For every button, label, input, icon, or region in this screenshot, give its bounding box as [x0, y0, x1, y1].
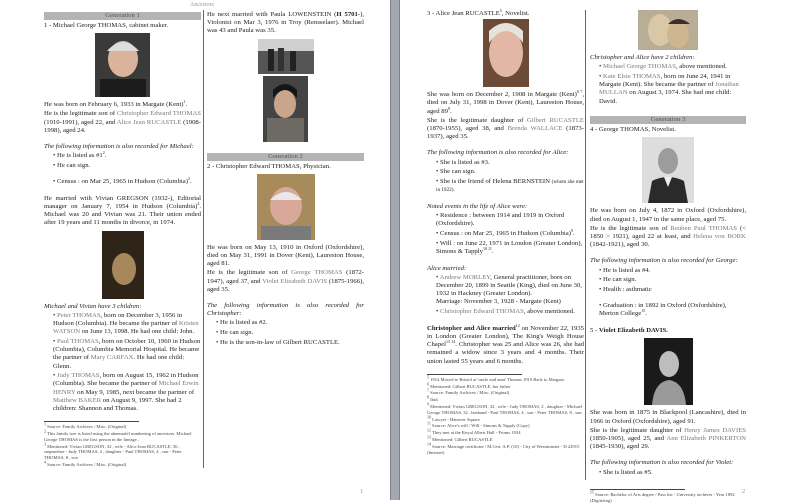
footnote-ref[interactable]: 4 — [197, 200, 200, 206]
footnote-number: 14 — [427, 441, 431, 447]
text: , born on August 15, 1962 in Hudson (Columbia). She became the partner of — [53, 372, 199, 388]
photo-vivian-gregson[interactable] — [102, 231, 144, 299]
footnote-text: Source: Marriage certificate / M.Cert. A.P. (10) - City of Westminster - D 22915 (Internet) — [427, 443, 580, 455]
fact-item: • Graduation : in 1892 in Oxford (Oxfordshire), Merton College$^{15}$. — [599, 302, 746, 318]
person-number: 2 - — [207, 162, 216, 170]
text: -), Violonist on Mar 3, 1976 in Troy (Rensselaer). Michael was 43 and Paula was 35. — [207, 11, 364, 35]
fact-item: • He can sign. — [216, 329, 364, 337]
photo-violet-davis[interactable] — [644, 338, 693, 405]
person-name: Christopher Edward THOMAS, Physician. — [215, 162, 331, 170]
footnote — [427, 441, 584, 456]
footnote-ref[interactable]: 3 — [187, 175, 190, 181]
footnote-number: 10 — [427, 414, 431, 420]
text: (< 1850 > 1921), aged 22 at least, and — [590, 224, 747, 241]
column-1 — [427, 7, 585, 456]
fact-text: He is listed as #1 — [57, 152, 103, 160]
footnote — [427, 374, 584, 383]
footnote-text: Mentioned: Gilbert RUCASTLE — [432, 437, 493, 443]
footnote-divider — [590, 489, 685, 490]
person-number: 3 - — [427, 10, 436, 17]
event-item: • Census : on Mar 25, 1965 in Hudson (Columbia)$^9$. — [436, 230, 584, 238]
children-heading: Michael and Vivian have 3 children: — [44, 302, 142, 310]
event-text: Will : on June 22, 1971 in London (Greater London), Simons & Tapply — [436, 239, 583, 255]
person-4-title — [590, 126, 746, 134]
text: (1842-1921), aged 30. — [590, 241, 650, 249]
person-3-title — [427, 7, 584, 18]
text: She is the legitimate daughter of — [590, 426, 685, 434]
child-link[interactable]: Kate Elsie THOMAS — [603, 72, 661, 80]
children-heading: Christopher and Alice have 2 children: — [590, 54, 695, 61]
facts-list — [44, 149, 201, 186]
child-link[interactable]: Paul THOMAS — [57, 337, 99, 345]
text: , above mentioned. — [523, 308, 575, 316]
footnote-text: They met at the Royal Albert Hall - Proms 1934 — [432, 430, 521, 436]
info-heading: The following information is also recorded for Michael: — [44, 143, 194, 151]
person-5-title — [590, 327, 746, 335]
person-name: Alice Jean RUCASTLE — [435, 10, 500, 17]
footnote-ref[interactable]: 15 — [641, 308, 646, 314]
footnote-text: Source: Family Archives / Misc. (Original) — [47, 462, 127, 468]
fact-item: • She can sign. — [436, 168, 584, 176]
child-item — [53, 372, 201, 413]
photo-george-thomas[interactable] — [642, 137, 694, 203]
partner-link[interactable]: Matthew BAKER — [53, 396, 102, 404]
footnote-number: 11 — [427, 420, 431, 426]
fact-item — [436, 178, 584, 194]
text: . Michael was 20 and Vivian was 21. Their union ended after 19 years and 11 months in divorce, in 1974. — [44, 203, 201, 227]
text: He is the legitimate son of — [590, 224, 671, 232]
fact-item: • She is listed as #5. — [599, 469, 746, 477]
footnote-text: Mentioned: Vivian GREGSON, 32 , wife - Alice Jean RUCASTLE, 56 , stepmother - Judy THOMAS, 2 , daughter - Paul THOMAS, 4 , son - Peter THOMAS, 8 , son — [44, 443, 182, 461]
footnote-ref[interactable]: 6 7 — [576, 88, 583, 94]
person-number: 5 - — [590, 327, 599, 335]
footnote-number: 15 — [590, 489, 594, 495]
child-item — [53, 312, 201, 337]
birth-info: She was born on December 2, 1908 in Margate (Kent)$^{6 7}$, died on July 31, 1998 in Dover (Kent), Laureston House, aged $89^8$. — [427, 88, 585, 115]
fact-note: (whom she met in 1922). — [436, 179, 584, 194]
footnote — [427, 381, 584, 390]
text: (1872-1947), aged 37, and — [207, 269, 364, 285]
footnote — [427, 420, 584, 429]
text: , born on June 24, 1941 in Margate (Kent). She became the partner of — [599, 72, 731, 89]
text: , Novelist. — [501, 10, 530, 17]
text: , born on December 3, 1956 in Hudson (Columbia). He became the partner of — [53, 311, 183, 328]
footnote — [44, 421, 201, 430]
text: , born on October 10, 1960 in Hudson (Columbia), Columbia Memorial Hospital. He became the partner of — [53, 337, 201, 362]
marriage-info — [44, 195, 201, 228]
footnote-number: 3 — [44, 441, 46, 447]
footnote-ref[interactable]: 12 — [515, 322, 520, 328]
father-link[interactable]: Gilbert RUCASTLE — [526, 116, 584, 124]
parentage — [590, 427, 746, 452]
footnote-number: 6 — [427, 381, 429, 387]
footnote — [427, 401, 584, 416]
footnote-divider — [427, 374, 522, 375]
generation-3-heading: Generation 3 — [590, 116, 746, 124]
footnote — [427, 387, 584, 396]
parentage — [44, 110, 201, 135]
child-item — [53, 338, 201, 371]
text: He is the legitimate son of — [207, 269, 292, 277]
fact-item: • She is listed as #3. — [436, 159, 584, 167]
fact-text: He can sign. — [57, 161, 91, 169]
footnote-ref[interactable]: 10 11 — [482, 245, 492, 251]
footnote-ref[interactable]: 1 — [183, 98, 186, 104]
mother-link[interactable]: Alice Jean RUCASTLE — [116, 118, 182, 126]
spouses-heading: Alice married: — [427, 264, 467, 272]
mother-link[interactable]: Helena von BORK — [693, 233, 746, 241]
text: (1910-1991), aged 22, and — [44, 118, 117, 126]
footnote-number: 7 — [427, 387, 429, 393]
page-right — [400, 0, 800, 503]
footnote-ref[interactable]: 2 — [102, 149, 105, 155]
text: . He had one child: Glenn. — [53, 354, 185, 370]
footnote — [44, 459, 201, 468]
footnote-number: 9 — [427, 401, 429, 407]
footnote-number: 5 — [427, 374, 429, 380]
column-2 — [207, 11, 364, 349]
fact-text: Graduation : in 1892 in Oxford (Oxfordshire), Merton College — [599, 302, 727, 318]
fact-item: • He can sign. — [599, 276, 746, 284]
footnote-number: 12 — [427, 427, 431, 433]
facts-list — [207, 319, 364, 347]
marriage-text: Marriage: November 3, 1928 - Margate (Kent) — [436, 298, 561, 306]
footnote-ref[interactable]: 5 — [499, 7, 502, 13]
photo-michael-thomas[interactable] — [95, 33, 150, 97]
person-2-title — [207, 163, 364, 171]
info-heading: The following information is also recorded for Violet: — [590, 459, 734, 467]
event-text: Census : on Mar 25, 1965 in Hudson (Columbia) — [440, 230, 571, 238]
info-heading: The following information is also recorded for George: — [590, 257, 738, 265]
father-link[interactable]: Henry James DAVIES — [684, 426, 747, 434]
birth-text: He was born on February 6, 1933 in Margate (Kent) — [44, 101, 184, 109]
footnote-text: Source: Bachelor of Arts degree / Pass list - University archives - Year 1892 (Digitizing) — [590, 491, 735, 503]
fact-item: • He is the son-in-law of Gilbert RUCASTLE. — [216, 339, 364, 347]
fact-item: • He is listed as #4. — [599, 267, 746, 275]
column-divider — [203, 10, 204, 468]
facts-list — [590, 469, 746, 477]
column-divider — [585, 10, 586, 480]
page-left — [0, 0, 390, 500]
mother-link[interactable]: Brenda WALLACE — [507, 125, 563, 133]
child-link[interactable]: Peter THOMAS — [57, 311, 101, 319]
second-marriage — [207, 11, 364, 36]
column-2 — [590, 9, 746, 504]
fact-item — [53, 162, 201, 170]
birth-info: He was born on May 13, 1910 in Oxford (Oxfordshire), died on May 31, 1991 in Dover (Kent), Laureston House, aged 81. — [207, 243, 364, 268]
footnote-number: 8 — [427, 394, 429, 400]
text: (1870-1955), aged 38, and — [427, 125, 508, 133]
footnote-text: Mentioned: Gilbert RUCASTLE, her father — [430, 383, 511, 389]
text: Christopher and Alice married — [427, 324, 516, 332]
birth-info: She was born in 1875 in Blackpool (Lancashire), died in 1966 in Oxford (Oxfordshire), aged 91. — [590, 409, 746, 425]
fact-text: She is the friend of Helena BERNSTEIN — [440, 178, 550, 186]
fact-item: • He is listed as #2. — [216, 319, 364, 327]
spouse-link[interactable]: Christopher Edward THOMAS — [440, 308, 524, 316]
person-number: 1 - — [44, 22, 53, 29]
fact-text: Census : on Mar 25, 1965 in Hudson (Columbia) — [57, 178, 188, 186]
info-heading: The following information is also recorded for Christopher: — [207, 302, 364, 318]
photo-alice-rucastle[interactable] — [483, 19, 529, 87]
couple-marriage — [427, 322, 585, 366]
person-number: 4 - — [590, 126, 599, 134]
parentage — [427, 117, 584, 142]
footnote — [427, 434, 584, 443]
person-name: Violet Elizabeth DAVIS. — [598, 327, 668, 335]
children-list — [590, 63, 746, 106]
parentage — [590, 225, 746, 250]
text: H 5701 — [336, 11, 358, 18]
text: on August 3, 1974. She had one child: David. — [599, 89, 732, 105]
footnote-ref[interactable]: 9 — [570, 227, 573, 233]
parentage — [207, 269, 364, 294]
birth-info: He was born on February 6, 1933 in Margate (Kent)$^1$. — [44, 98, 188, 109]
spouse-link[interactable]: Andrew MORLEY — [439, 273, 491, 281]
text: on August 9, 1997. She had 2 children: Shannon and Thomas. — [53, 396, 182, 413]
generation-2-heading: Generation 2 — [207, 153, 364, 161]
text: , above mentioned. — [675, 63, 727, 71]
page-number: 2 — [742, 488, 746, 495]
facts-list — [427, 159, 584, 195]
mother-link[interactable]: Ann Elizabeth PINKERTON — [666, 434, 747, 442]
father-link[interactable]: George THOMAS — [291, 269, 343, 277]
footnote-number: 1 — [44, 421, 46, 427]
running-header: Ancestors — [190, 2, 214, 8]
facts-list — [590, 267, 746, 319]
text: He next married with Paula LOWENSTEIN ( — [207, 11, 337, 18]
footnote — [427, 427, 584, 436]
text: She was born on December 2, 1908 in Margate (Kent) — [427, 91, 577, 99]
person-name: Michael George THOMAS, cabinet maker. — [52, 22, 169, 29]
text: He married with Vivian GREGSON (1932-), Editorial manager on January 7, 1954 in Hudson (Columbia) — [44, 194, 201, 211]
fact-item: • Census : on Mar 25, 1965 in Hudson (Columbia)$^3$. — [53, 178, 201, 186]
column-1 — [44, 12, 201, 469]
text: on May 9, 1985, next became the partner of — [75, 388, 195, 396]
text: (1875-1966), aged 35. — [207, 277, 365, 293]
text: on June 13, 1998. He had one child: John. — [80, 328, 195, 336]
footnote-text: Ibid. — [430, 397, 439, 403]
child-item — [599, 73, 746, 106]
text: He is the legitimate son of — [44, 110, 117, 118]
partner-link[interactable]: Mary CARFAX — [90, 354, 134, 362]
footnote — [427, 414, 584, 423]
text: , General practitioner, born on December 20, 1899 in Seattle (King), died on June 30, 1932 in Hackney (Greater London). — [436, 273, 582, 298]
footnote-text: This family tree is listed using the ahnentafel numbering of ancestors. Michael George THOMAS is the first person in the lineage.. — [44, 431, 192, 442]
father-link[interactable]: Christopher Edward THOMAS — [116, 110, 201, 118]
page-number: 1 — [360, 488, 364, 495]
footnote — [427, 394, 584, 403]
text: (1850-1905), aged 25, and — [590, 434, 667, 442]
footnote-text: Lawyer - Hanover Square — [432, 416, 480, 422]
text: (1908-1998), aged 24. — [44, 118, 201, 134]
child-link[interactable]: Judy THOMAS — [57, 372, 100, 380]
partner-link[interactable]: Kristen WATSON — [53, 320, 199, 336]
spouses-list — [427, 274, 584, 317]
photo-christopher-thomas[interactable] — [257, 174, 315, 240]
fact-item: • Health : asthmatic — [599, 286, 746, 294]
children-list — [44, 312, 201, 413]
event-item: • Residence : between 1914 and 1919 in Oxford (Oxfordshire). — [436, 212, 584, 228]
events-list — [427, 212, 584, 256]
text: (1873-1937), aged 35. — [427, 125, 584, 141]
footnote-divider — [44, 421, 139, 422]
mother-link[interactable]: Violet Elizabeth DAVIS — [262, 277, 328, 285]
footnote — [44, 441, 201, 461]
spouse-item — [436, 308, 584, 316]
photo-paula-lowenstein[interactable] — [263, 76, 308, 142]
text: , died on July 31, 1998 in Dover (Kent), Laureston House, aged 89 — [427, 91, 585, 115]
info-heading: The following information is also recorded for Alice: — [427, 149, 569, 157]
footnote-text: Mentioned: Vivian GREGSON, 32 , wife - Judy THOMAS, 2 , daughter - Michael George THOMAS, 32 , husband - Paul THOMAS, 4 , son - Peter THOMAS, 8 , son — [427, 404, 582, 415]
footnote-number: 13 — [427, 434, 431, 440]
footnote-text: Source: Family Archives / Misc. (Original) — [47, 424, 127, 430]
photo-christopher-and-alice[interactable] — [638, 10, 698, 50]
partner-link[interactable]: Michael Erwin HENRY — [53, 380, 199, 396]
footnote-ref[interactable]: 8 — [447, 105, 450, 111]
events-heading: Noted events in the life of Alice were: — [427, 202, 528, 210]
photo-group[interactable] — [258, 39, 314, 74]
footnote-text: 1914 Moved to Bristol at 'uncle and aunt' Thomas 1919 Back to Margate. — [430, 376, 565, 382]
text: . Christopher was 25 and Alice was 26, she had remained a widow since 3 years and 4 months. Their union lasted 55 years and 6 months. — [427, 341, 585, 365]
fact-item: • He is listed as $\#1^2$. — [53, 152, 201, 160]
person-name: George THOMAS, Novelist. — [598, 126, 676, 134]
footnote — [590, 489, 746, 504]
page-gutter — [390, 0, 400, 500]
footnote-text: Source: Alice's will / Will - Simons & Tapply (Copy) — [432, 423, 530, 429]
child-item — [599, 63, 746, 71]
text: on November 22, 1935 in London (Greater London), The King's Weigh House Chapel — [427, 324, 585, 349]
person-1-title — [44, 22, 201, 30]
text: She is the legitimate daughter of — [427, 116, 527, 124]
spouse-item — [436, 274, 584, 307]
footnote-text: Source: Family Archives / Misc. (Original) — [430, 390, 510, 396]
footnote — [44, 428, 201, 443]
child-link[interactable]: Michael George THOMAS — [603, 63, 676, 71]
footnote-number: 4 — [44, 459, 46, 465]
father-link[interactable]: Reuben Paul THOMAS — [670, 224, 737, 232]
footnote-ref[interactable]: 13 14 — [445, 339, 456, 345]
event-item: • Will : on June 22, 1971 in London (Greater London), Simons & Tapply$^{10 11}$. — [436, 240, 584, 256]
text: (1845-1930), aged 29. — [590, 443, 650, 451]
footnote-number: 2 — [44, 428, 46, 434]
partner-link[interactable]: Jonathan MULLAN — [599, 81, 739, 97]
birth-info: He was born on July 4, 1872 in Oxford (Oxfordshire), died on August 1, 1947 in the same place, aged 75. — [590, 207, 746, 223]
generation-1-heading: Generation 1 — [44, 12, 201, 20]
